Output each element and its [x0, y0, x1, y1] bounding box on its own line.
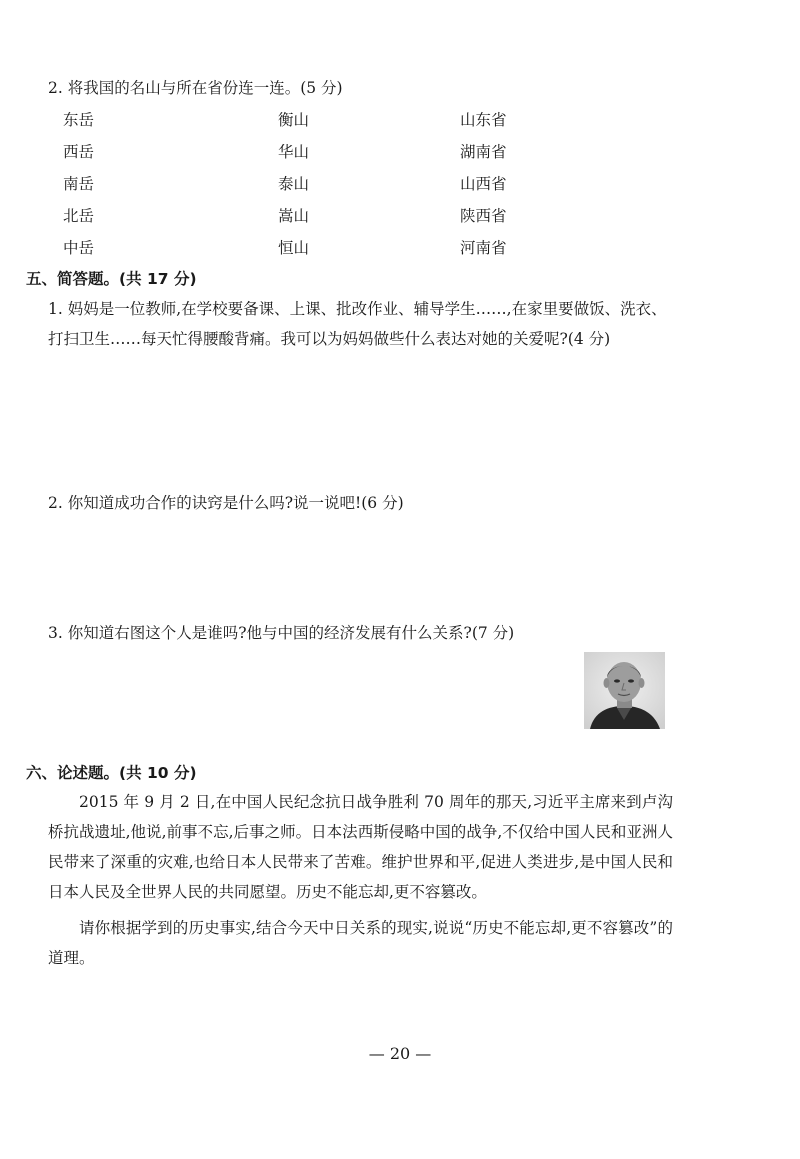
match-item: 北岳: [63, 207, 95, 225]
section6-paragraph-2: 请你根据学到的历史事实,结合今天中日关系的现实,说说“历史不能忘却,更不容篡改”的道理。: [48, 919, 673, 967]
match-item: 东岳: [63, 111, 95, 129]
match-item: 中岳: [63, 239, 95, 257]
match-item: 西岳: [63, 143, 95, 161]
match-item: 山西省: [460, 175, 507, 193]
match-item: 恒山: [278, 239, 310, 257]
q2-match-prompt: 2. 将我国的名山与所在省份连一连。(5 分): [48, 79, 343, 97]
match-item: 衡山: [278, 111, 310, 129]
match-item: 泰山: [278, 175, 310, 193]
match-item: 陕西省: [460, 207, 507, 225]
section6-paragraph-1: 2015 年 9 月 2 日,在中国人民纪念抗日战争胜利 70 周年的那天,习近平主席来到卢沟桥抗战遗址,他说,前事不忘,后事之师。日本法西斯侵略中国的战争,不仅给中国人民和亚洲人民带来了深重的灾难,也给日本人民带来了苦难。维护世界和平,促进人类进步,是中国人民和日本人民及全世界人民的共同愿望。历史不能忘却,更不容篡改。: [48, 793, 673, 901]
page-number: — 20 —: [368, 1044, 432, 1063]
section5-q2: 2. 你知道成功合作的诀窍是什么吗?说一说吧!(6 分): [48, 494, 404, 512]
section5-q3: 3. 你知道右图这个人是谁吗?他与中国的经济发展有什么关系?(7 分): [48, 624, 515, 642]
match-item: 山东省: [460, 111, 507, 129]
section6-heading: 六、论述题。(共 10 分): [26, 764, 197, 782]
section5-q1: 1. 妈妈是一位教师,在学校要备课、上课、批改作业、辅导学生……,在家里要做饭、洗衣、打扫卫生……每天忙得腰酸背痛。我可以为妈妈做些什么表达对她的关爱呢?(4 分): [48, 300, 667, 348]
match-item: 华山: [278, 143, 310, 161]
match-item: 河南省: [460, 239, 507, 257]
portrait-photo: [584, 652, 665, 729]
match-item: 湖南省: [460, 143, 507, 161]
match-item: 南岳: [63, 175, 95, 193]
section5-heading: 五、简答题。(共 17 分): [26, 270, 197, 288]
match-item: 嵩山: [278, 207, 310, 225]
